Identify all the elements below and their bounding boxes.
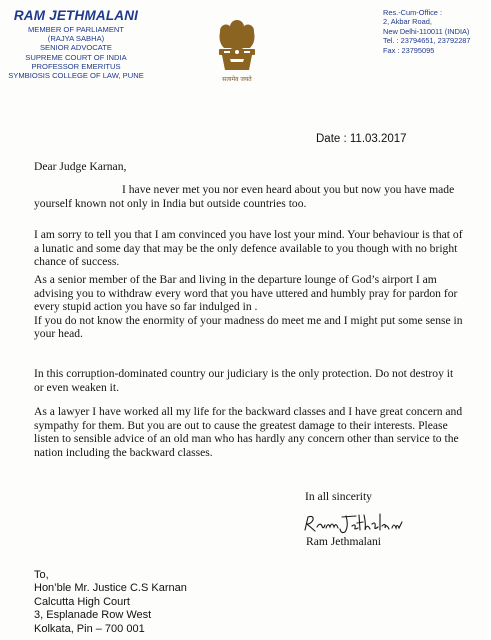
sender-title: PROFESSOR EMERITUS (31, 61, 121, 71)
sender-name: RAM JETHMALANI (13, 8, 139, 23)
address-line: Kolkata, Pin – 700 001 (34, 622, 145, 635)
sender-letterhead (6, 8, 146, 80)
address-line: Hon’ble Mr. Justice C.S Karnan (34, 582, 187, 595)
address-line: 3, Esplanade Row West (34, 609, 152, 622)
office-line: 2, Akbar Road, (383, 17, 432, 27)
paragraph-text: If you do not know the enormity of your madness do meet me and I might put some sense in your head. (34, 313, 463, 341)
paragraph (34, 367, 464, 394)
sender-title: MEMBER OF PARLIAMENT (27, 25, 125, 34)
paragraph-text: I have never met you nor even heard about you but now you have made yourself known not only in India but outside countries too. (34, 183, 455, 210)
paragraph (34, 405, 464, 459)
office-address (383, 8, 491, 55)
paragraph-text: In this corruption-dominated country our judiciary is the only protection. Do not destroy it or even weaken it. (34, 367, 454, 394)
office-fax: Fax : 23795095 (383, 45, 435, 55)
paragraph-text: I am sorry to tell you that I am convinced you have lost your mind. Your behaviour is that of a lunatic and some day that may be the only defence available to you though with no bright chance of success. (34, 228, 463, 269)
national-emblem (212, 18, 262, 84)
handwritten-signature (302, 512, 422, 536)
emblem-motto: सत्यमेव जयते (222, 76, 252, 83)
paragraph-text: As a lawyer I have worked all my life for the backward classes and I have great concern and sympathy for them. But you are out to cause the greatest damage to their interests. Please listen to sensible advice of an old man who has hardly any concern other than service to the nation including the backward classes. (34, 405, 463, 459)
sender-title: SYMBIOSIS COLLEGE OF LAW, PUNE (8, 71, 144, 81)
paragraph-text: As a senior member of the Bar and living in the departure lounge of God’s airport I am advising you to withdraw every word that you have uttered and humbly pray for pardon for every stupid action you have so far indulged in . (34, 273, 458, 314)
paragraph (34, 183, 464, 210)
closing: In all sincerity (305, 490, 372, 503)
sender-title: (RAJYA SABHA) (47, 34, 105, 44)
signatory-name: Ram Jethmalani (306, 535, 382, 548)
salutation: Dear Judge Karnan, (34, 160, 127, 173)
paragraph (34, 273, 464, 341)
sender-title: SENIOR ADVOCATE (39, 43, 112, 53)
paragraph (34, 228, 464, 269)
recipient-address (34, 569, 187, 636)
sender-title: SUPREME COURT OF INDIA (25, 52, 127, 62)
office-phone: Tel. : 23794651, 23792287 (383, 36, 471, 46)
office-line: Res.-Cum-Office : (383, 8, 442, 17)
national-emblem-icon (212, 18, 262, 74)
address-line: To, (34, 569, 49, 581)
address-line: Calcutta High Court (34, 595, 130, 608)
office-line: New Delhi-110011 (INDIA) (383, 26, 470, 36)
letter-date: Date : 11.03.2017 (316, 133, 407, 145)
